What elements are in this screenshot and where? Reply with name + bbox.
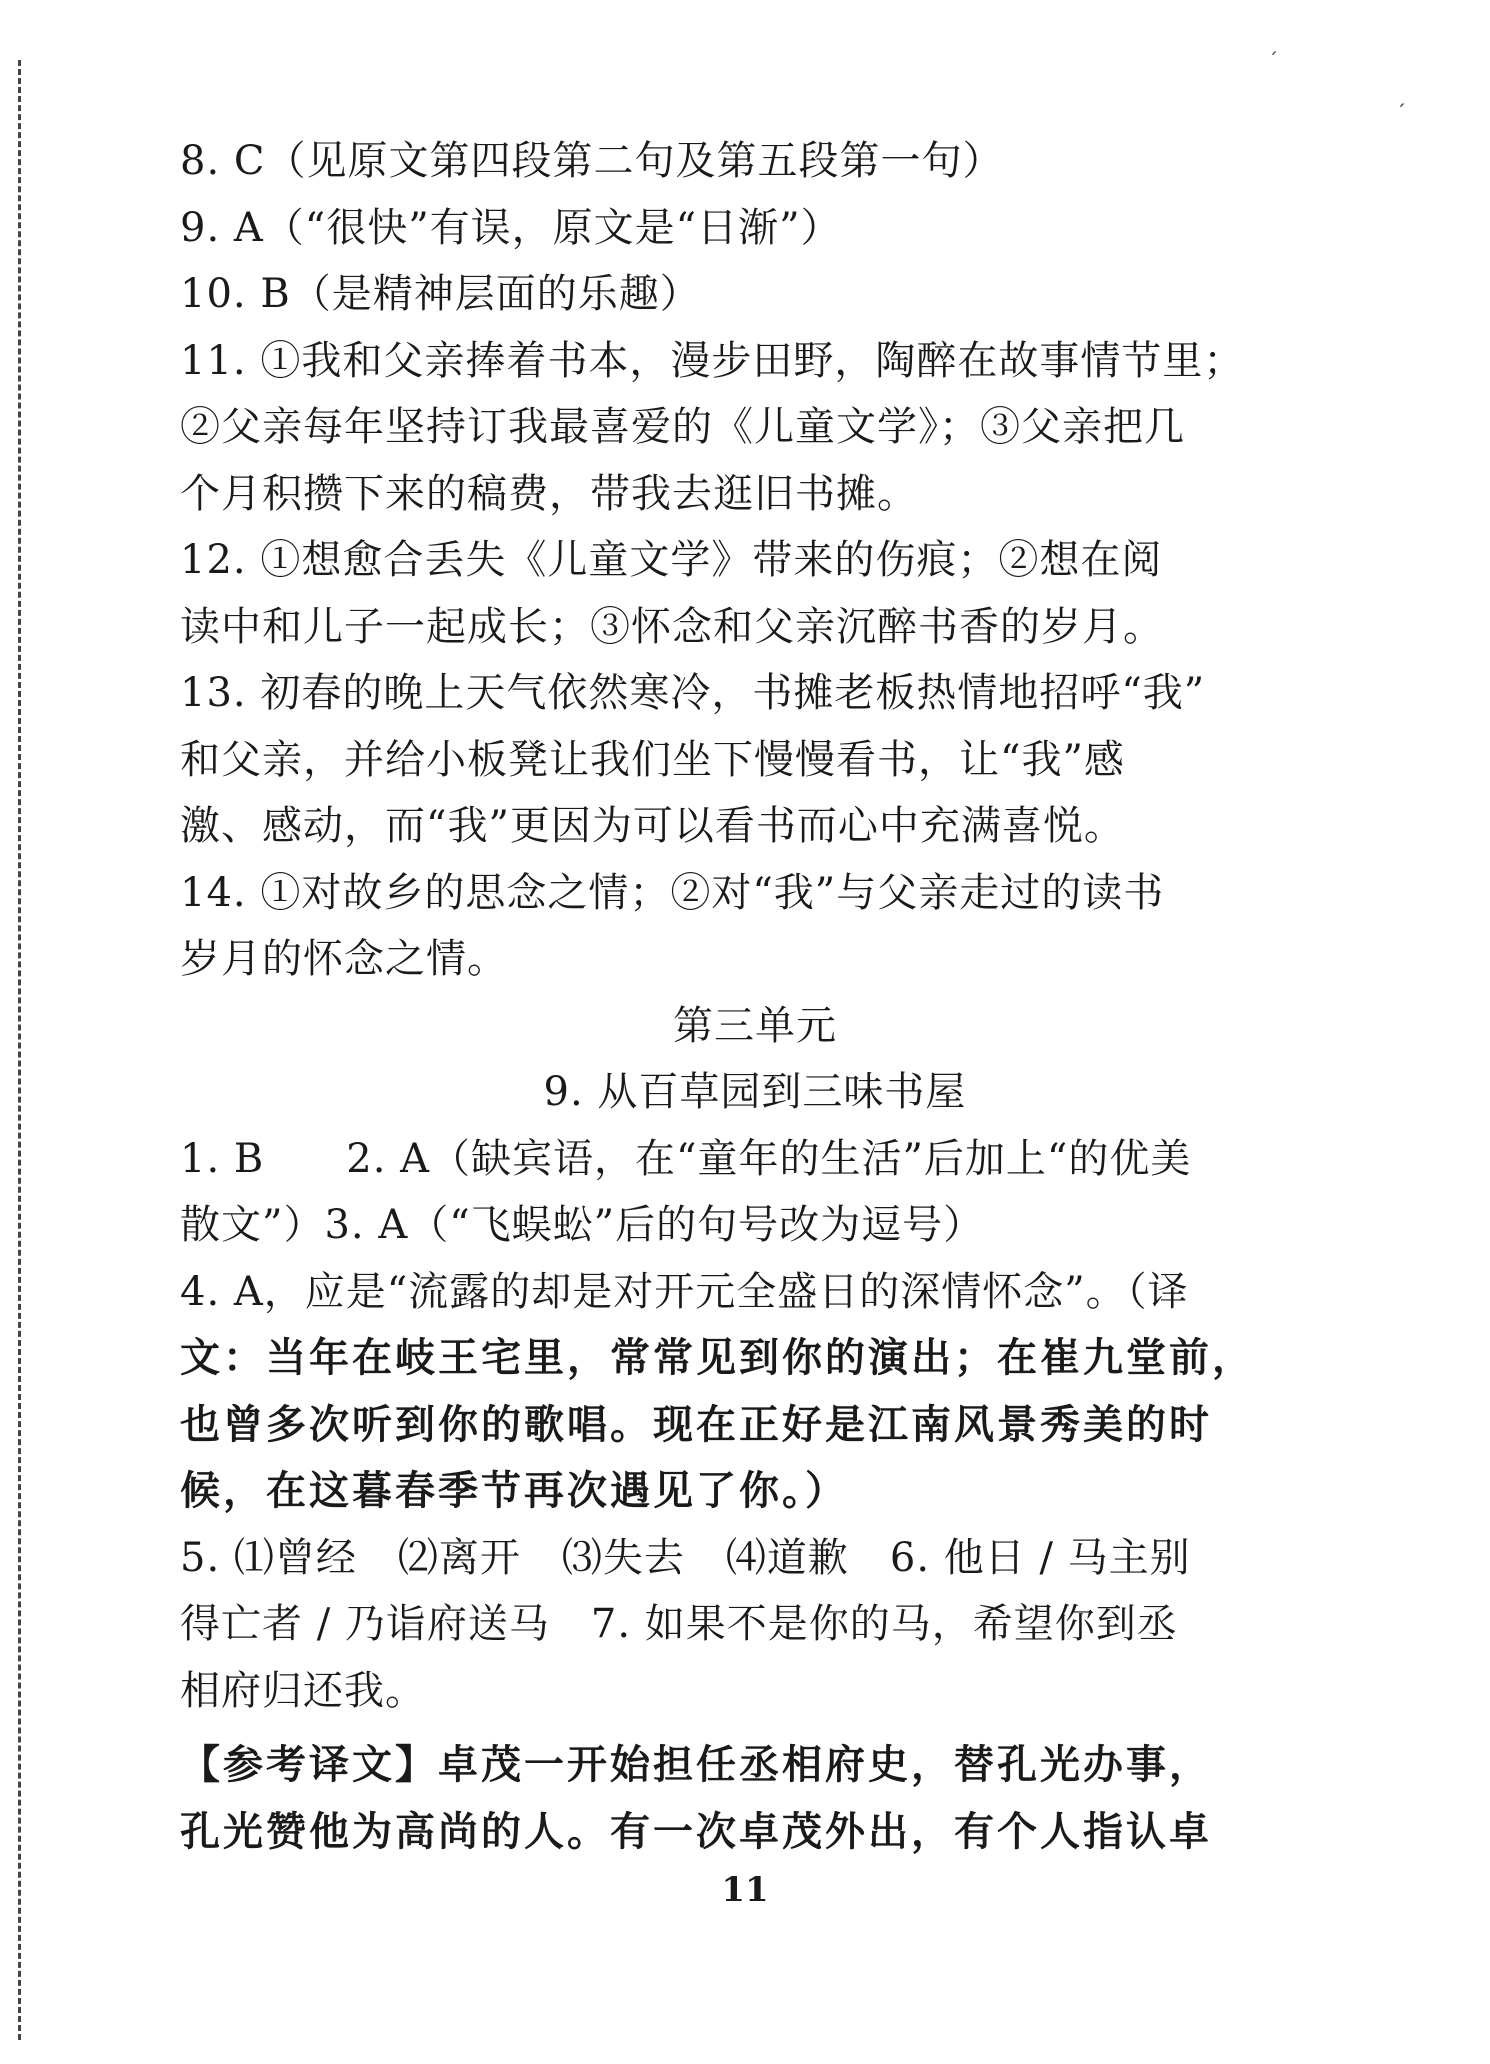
text-line: 孔光赞他为高尚的人。有一次卓茂外出，有个人指认卓 — [180, 1808, 1212, 1855]
text-line: 岁月的怀念之情。 — [180, 936, 508, 982]
text-line: 10. B（是精神层面的乐趣） — [180, 271, 701, 317]
text-line: 1. B 2. A（缺宾语，在“童年的生活”后加上“的优美 — [180, 1135, 1192, 1182]
page-number: 11 — [721, 1870, 769, 1910]
text-line: 13. 初春的晚上天气依然寒冷，书摊老板热情地招呼“我” — [180, 670, 1206, 716]
text-line: ②父亲每年坚持订我最喜爱的《儿童文学》；③父亲把几 — [180, 404, 1185, 450]
text-line: 【参考译文】卓茂一开始担任丞相府史，替孔光办事， — [180, 1742, 1212, 1788]
text-line: 8. C（见原文第四段第二句及第五段第一句） — [180, 138, 1004, 184]
scan-mark: ˊ — [1396, 100, 1406, 124]
text-line: 得亡者 / 乃诣府送马 7. 如果不是你的马，希望你到丞 — [180, 1601, 1178, 1647]
scan-mark: ˊ — [1268, 48, 1278, 72]
text-line: 12. ①想愈合丢失《儿童文学》带来的伤痕；②想在阅 — [180, 537, 1163, 583]
text-line: 散文”）3. A（“飞蜈蚣”后的句号改为逗号） — [180, 1202, 985, 1248]
text-line: 个月积攒下来的稿费，带我去逛旧书摊。 — [180, 470, 918, 517]
text-line: 相府归还我。 — [180, 1667, 426, 1714]
text-line: 激、感动，而“我”更因为可以看书而心中充满喜悦。 — [180, 803, 1125, 849]
section-heading: 9. 从百草园到三味书屋 — [543, 1069, 967, 1115]
text-line: 9. A（“很快”有误，原文是“日渐”） — [180, 204, 842, 251]
text-line: 和父亲，并给小板凳让我们坐下慢慢看书，让“我”感 — [180, 736, 1125, 783]
text-line: 候，在这暮春季节再次遇见了你。） — [180, 1468, 848, 1514]
text-line: 文：当年在岐王宅里，常常见到你的演出；在崔九堂前， — [180, 1335, 1255, 1381]
text-line: 5. ⑴曾经 ⑵离开 ⑶失去 ⑷道歉 6. 他日 / 马主别 — [180, 1534, 1191, 1581]
text-line: 也曾多次听到你的歌唱。现在正好是江南风景秀美的时 — [180, 1401, 1212, 1448]
text-line: 11. ①我和父亲捧着书本，漫步田野，陶醉在故事情节里； — [180, 337, 1245, 384]
text-line: 14. ①对故乡的思念之情；②对“我”与父亲走过的读书 — [180, 869, 1165, 916]
text-line: 4. A，应是“流露的却是对开元全盛日的深情怀念”。（译 — [180, 1268, 1189, 1315]
text-line: 读中和儿子一起成长；③怀念和父亲沉醉书香的岁月。 — [180, 603, 1164, 650]
answer-text-body — [180, 128, 1270, 1865]
binding-dashed-line — [18, 60, 21, 2040]
section-heading: 第三单元 — [673, 1002, 837, 1049]
